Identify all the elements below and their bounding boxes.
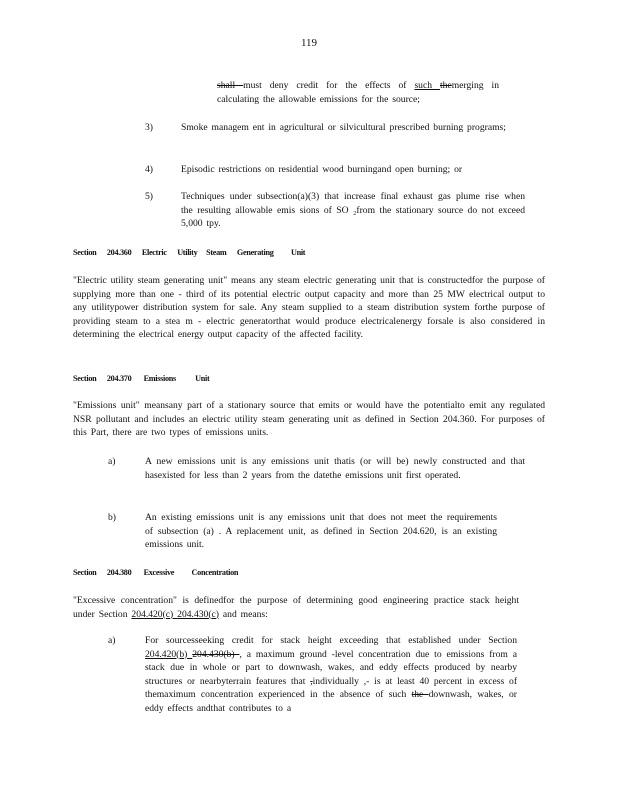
list-item-text: Smoke managem ent in agricultural or silvicultural prescribed burning programs;: [181, 122, 506, 133]
list-marker: b): [108, 512, 116, 523]
paragraph-text: , a maximum ground -level concentration due to emissions from a stack due in whole or part to downwash, wakes, and eddy effects produced by nearby structures or nearbyterrain features that: [145, 648, 517, 687]
deleted-text: shall: [217, 80, 244, 91]
section-heading: Section 204.380 Excessive Concentration: [73, 568, 239, 577]
inserted-text: 204.420(b): [145, 648, 193, 660]
paragraph-text: "Excessive concentration" is definedfor the purpose of determining good engineering practice stack height under Section: [73, 595, 519, 620]
list-marker: 4): [145, 164, 153, 175]
paragraph-text: merging in calculating the allowable emissions for the source;: [217, 80, 499, 105]
deleted-text: the: [440, 80, 452, 91]
list-marker: a): [108, 456, 116, 467]
paragraph-text: individually ,- is at least 40 percent in excess of themaximum concentration experienced in the absence of such: [145, 675, 518, 701]
paragraph-text: must deny credit for the effects of: [243, 80, 407, 91]
section-body: "Emissions unit" meansany part of a stationary source that emits or would have the potentialto emit any regulated NSR pollutant and includes an electric utility steam generating unit as defined in Section 204.360. For purposes of this Part, there are two types of emissions units.: [73, 400, 545, 439]
paragraph-text: and means:: [218, 608, 268, 620]
paragraph-text: downwash, wakes, or eddy effects andthat contributes to a: [145, 689, 517, 714]
list-marker: a): [108, 635, 116, 646]
list-item-text: [145, 634, 517, 716]
deleted-text: the: [411, 689, 429, 701]
list-item-text: A new emissions unit is any emissions unit thatis (or will be) newly constructed and that hasexisted for less than 2 years from the datethe emissions unit first operated.: [145, 456, 525, 481]
list-item-text: Techniques under subsection(a)(3) that increase final exhaust gas plume rise when the resulting allowable emis sions of SO ₂from the stationary source do not exceed 5,000 tpy.: [181, 191, 525, 230]
section-body: [73, 594, 519, 621]
section-heading: Section 204.370 Emissions Unit: [73, 374, 210, 383]
deleted-text: 204.430(b): [192, 648, 240, 660]
inserted-text: 204.420(c): [131, 608, 178, 620]
continuation-paragraph: [217, 79, 499, 106]
section-body: "Electric utility steam generating unit" means any steam electric generating unit that is constructedfor the purpose of supplying more than one - third of its potential electric output capacity and more than 25 MW electrical output to any utilitypower distribution system for sale. Any steam supplied to a steam distribution system forthe purpose of providing steam to a stea m - electric generatorthat would produce electricalenergy forsale is also considered in determining the electrical energy output capacity of the affected facility.: [73, 275, 545, 341]
deleted-text: ,: [310, 675, 313, 687]
page-number: 119: [300, 37, 318, 49]
paragraph-text: For sourcesseeking credit for stack height exceeding that established under Section: [145, 635, 517, 646]
list-item-text: An existing emissions unit is any emissions unit that does not meet the requirements of subsection (a) . A replacement unit, as defined in Section 204.620, is an existing emissions unit.: [145, 512, 497, 551]
section-heading: Section 204.360 Electric Utility Steam Generating Unit: [73, 248, 306, 257]
list-item-text: Episodic restrictions on residential wood burningand open burning; or: [181, 164, 463, 175]
list-marker: 5): [145, 191, 153, 202]
inserted-text: such: [414, 80, 441, 91]
inserted-text: 204.430(c): [177, 608, 219, 620]
list-marker: 3): [145, 122, 153, 133]
